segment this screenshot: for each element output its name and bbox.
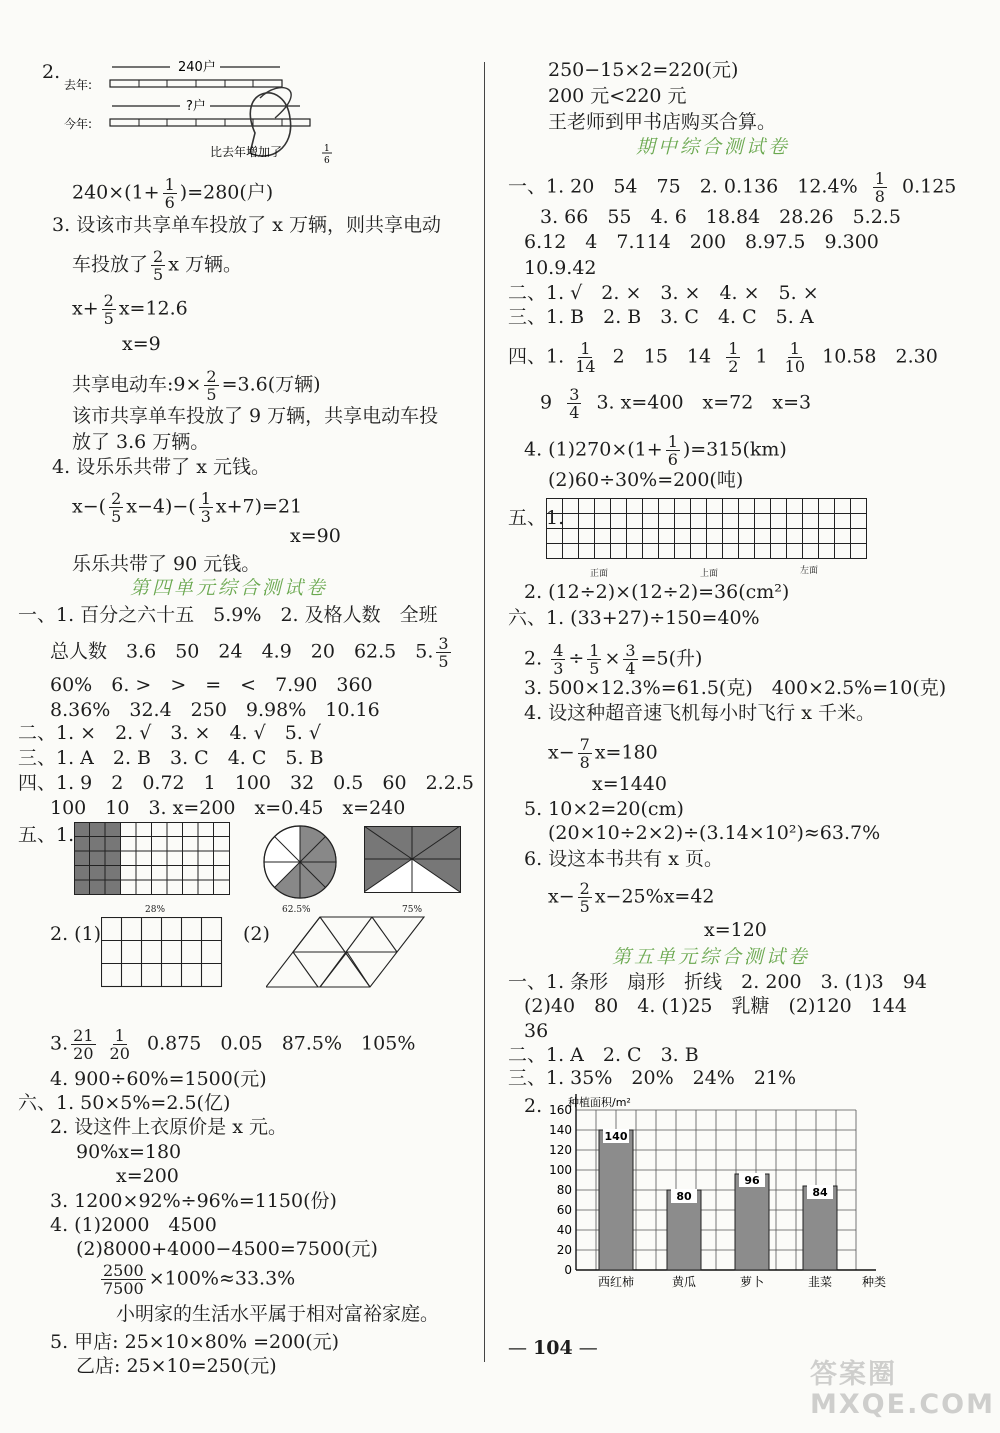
mid-s1-line1: 一、1. 20 54 75 2. 0.136 12.4% $\frac{1}{8}$ 0.125 (508, 169, 957, 206)
u4-s4-line1: 四、1. 9 2 0.72 1 100 32 0.5 60 2.2.5 (18, 772, 474, 794)
q3-line2: 车投放了 $\frac{2}{5}$ x 万辆。 (72, 247, 242, 284)
x-tick-label: 黄瓜 (671, 1275, 697, 1289)
view-top: 上面 (700, 569, 719, 579)
mid-s4-line2: 9 $\frac{3}{4}$ 3. x=400 x=72 x=3 (540, 385, 812, 422)
q2-note-num: 1 (324, 144, 330, 154)
q3-line5: 该市共享单车投放了 9 万辆，共享电动车投 (72, 405, 439, 427)
y-tick-label: 100 (549, 1163, 572, 1177)
u4-s1-line2: 总人数 3.6 50 24 4.9 20 62.5 5. $\frac{3}{5}$ (50, 634, 449, 671)
u4-s6-2b: x=200 (116, 1165, 179, 1187)
u4-s5-3: 3. $\frac{21}{20}$ $\frac{1}{20}$ 0.875 0.05 87.5% 105% (50, 1026, 416, 1063)
grid-rectangle-2x6 (101, 917, 225, 989)
mid-s6-4a: x− $\frac{7}{8}$ x=180 (548, 735, 658, 772)
bar-chart (540, 1090, 910, 1290)
mid-s4-line3: 4. (1)270×(1+ $\frac{1}{6}$ )=315(km) (524, 432, 787, 469)
mid-s2: 二、1. √ 2. × 3. × 4. × 5. × (508, 282, 819, 304)
u4-s1-line3: 60% 6. > > = < 7.90 360 (50, 674, 373, 696)
x-axis-label: 种类 (862, 1275, 887, 1289)
section-title-unit5: 第五单元综合测试卷 (612, 946, 811, 968)
y-tick-label: 80 (556, 1183, 572, 1197)
caption-75: 75% (402, 905, 423, 915)
q2-note-den: 6 (324, 156, 330, 166)
mid-s6-4: 4. 设这种超音速飞机每小时飞行 x 千米。 (524, 702, 875, 724)
bar-value-label: 84 (812, 1186, 828, 1199)
mid-s4-line4: (2)60÷30%=200(吨) (548, 469, 744, 491)
view-left: 左面 (800, 566, 819, 576)
x-tick-label: 韭菜 (807, 1275, 833, 1289)
q4-eq1: x−( $\frac{2}{5}$ x−4)−( $\frac{1}{3}$ x+7)=21 (72, 489, 303, 526)
bar-value-label: 80 (676, 1190, 692, 1203)
circle-62-5-percent (262, 824, 338, 900)
u4-s1-line4: 8.36% 32.4 250 9.98% 10.16 (50, 699, 380, 721)
q3-eq1: x+ $\frac{2}{5}$ x=12.6 (72, 291, 188, 328)
bar-value-label: 96 (744, 1174, 760, 1187)
column-divider (484, 62, 485, 1362)
q3-eq2: x=9 (122, 333, 161, 355)
page-number: — 104 — (508, 1337, 598, 1359)
mid-s6-3: 3. 500×12.3%=61.5(克) 400×2.5%=10(克) (524, 677, 947, 699)
u4-s6-5: 5. 甲店: 25×10×80% =200(元) (50, 1331, 340, 1353)
mid-s6-6a: x− $\frac{2}{5}$ x−25%x=42 (548, 879, 715, 916)
grid-28-percent (74, 822, 234, 896)
u5-s1-line3: 36 (524, 1020, 549, 1042)
mid-s1-line3: 6.12 4 7.114 200 8.97.5 9.300 (524, 231, 879, 253)
y-tick-label: 20 (556, 1243, 572, 1257)
u4-s6-4: 4. (1)2000 4500 (50, 1214, 217, 1236)
u4-s3: 三、1. A 2. B 3. C 4. C 5. B (18, 747, 324, 769)
x-tick-label: 西红柿 (597, 1275, 635, 1289)
u5-s1-line2: (2)40 80 4. (1)25 乳糖 (2)120 144 (524, 995, 907, 1017)
mid-s5-2: 2. (12÷2)×(12÷2)=36(cm²) (524, 581, 790, 603)
q2-number: 2. (42, 61, 61, 83)
q2-segment-diagram (60, 58, 350, 178)
y-tick-label: 0 (564, 1263, 572, 1277)
x-tick-label: 萝卜 (739, 1275, 765, 1289)
u4-s6-4c: $\frac{2500}{7500}$ ×100%≈33.3% (103, 1261, 296, 1298)
r-line2: 200 元<220 元 (548, 85, 687, 107)
y-tick-label: 120 (549, 1143, 572, 1157)
q2-seg1-label: 240户 (178, 60, 216, 75)
mid-s1-line2: 3. 66 55 4. 6 18.84 28.26 5.2.5 (540, 206, 901, 228)
u5-s3: 三、1. 35% 20% 24% 21% (508, 1067, 797, 1089)
q4-line1: 4. 设乐乐共带了 x 元钱。 (52, 456, 270, 478)
mid-s1-line4: 10.9.42 (524, 257, 597, 279)
u4-s1-line1: 一、1. 百分之六十五 5.9% 2. 及格人数 全班 (18, 604, 438, 626)
watermark: 答案圈 MXQE.COM (810, 1359, 995, 1420)
y-tick-label: 140 (549, 1123, 572, 1137)
mid-s6-2: 2. $\frac{4}{3}$ ÷ $\frac{1}{5}$ × $\frac{3}{4}$ =5(升) (524, 641, 703, 678)
q2-note: 比去年增加了 (210, 145, 283, 159)
u4-s5-4: 4. 900÷60%=1500(元) (50, 1068, 267, 1090)
mid-s6-1: 六、1. (33+27)÷150=40% (508, 607, 760, 629)
u4-s6-2: 2. 设这件上衣原价是 x 元。 (50, 1116, 287, 1138)
rect-75-percent (364, 826, 464, 896)
r-line3: 王老师到甲书店购买合算。 (548, 111, 777, 133)
u4-s6-4b: (2)8000+4000−4500=7500(元) (76, 1238, 378, 1260)
bar-3 (735, 1174, 769, 1270)
u4-s6-4d: 小明家的生活水平属于相对富裕家庭。 (116, 1303, 440, 1325)
u4-s6-2a: 90%x=180 (76, 1141, 182, 1163)
view-front: 正面 (590, 569, 609, 579)
mid-s5-label: 五、1. (508, 507, 565, 529)
section-title-midterm: 期中综合测试卷 (636, 136, 791, 158)
caption-28: 28% (145, 905, 166, 915)
u4-s2: 二、1. × 2. √ 3. × 4. √ 5. √ (18, 722, 321, 744)
mid-s4-line1: 四、1. $\frac{1}{14}$ 2 15 14 $\frac{1}{2}$ 1 $\frac{1}{10}$ 10.58 2.30 (508, 339, 938, 376)
u4-s6-1: 六、1. 50×5%=2.5(亿) (18, 1092, 231, 1114)
triangle-parallelogram (266, 916, 426, 990)
u4-s6-5b: 乙店: 25×10=250(元) (76, 1355, 277, 1377)
u5-s1-line1: 一、1. 条形 扇形 折线 2. 200 3. (1)3 94 (508, 971, 927, 993)
q4-eq2: x=90 (290, 525, 341, 547)
q2-last-year: 去年: (64, 78, 93, 92)
mid-s6-4b: x=1440 (592, 773, 667, 795)
caption-62-5: 62.5% (282, 905, 311, 915)
mid-s6-5: 5. 10×2=20(cm) (524, 798, 684, 820)
u4-s5-2b-label: (2) (243, 923, 270, 945)
y-axis-label: 种植面积/m² (568, 1096, 631, 1109)
u4-s6-3: 3. 1200×92%÷96%=1150(份) (50, 1190, 337, 1212)
y-tick-label: 60 (556, 1203, 572, 1217)
u5-s2: 二、1. A 2. C 3. B (508, 1044, 699, 1066)
three-views-grid (546, 498, 876, 564)
q3-line6: 放了 3.6 万辆。 (72, 431, 210, 453)
mid-s6-6: 6. 设这本书共有 x 页。 (524, 848, 723, 870)
y-tick-label: 160 (549, 1103, 572, 1117)
mid-s6-6b: x=120 (704, 919, 767, 941)
y-tick-label: 40 (556, 1223, 572, 1237)
q3-line4: 共享电动车:9× $\frac{2}{5}$ =3.6(万辆) (72, 367, 321, 404)
q2-equation: 240×(1+ $\frac{1}{6}$ )=280(户) (72, 175, 274, 212)
q2-seg2-label: ?户 (186, 99, 206, 114)
u4-s5-2-label: 2. (1) (50, 923, 102, 945)
bar-1 (599, 1130, 633, 1270)
u4-s4-line2: 100 10 3. x=200 x=0.45 x=240 (50, 797, 406, 819)
u4-s5-label: 五、1. (18, 824, 75, 846)
q3-line1: 3. 设该市共享单车投放了 x 万辆，则共享电动 (52, 214, 441, 236)
section-title-unit4: 第四单元综合测试卷 (130, 577, 329, 599)
r-line1: 250−15×2=220(元) (548, 59, 739, 81)
bar-value-label: 140 (604, 1130, 628, 1143)
mid-s3: 三、1. B 2. B 3. C 4. C 5. A (508, 306, 814, 328)
mid-s6-5b: (20×10÷2×2)÷(3.14×10²)≈63.7% (548, 822, 881, 844)
u5-s3-2-label: 2. (524, 1095, 543, 1117)
q4-answer: 乐乐共带了 90 元钱。 (72, 553, 261, 575)
q2-this-year: 今年: (64, 117, 93, 131)
